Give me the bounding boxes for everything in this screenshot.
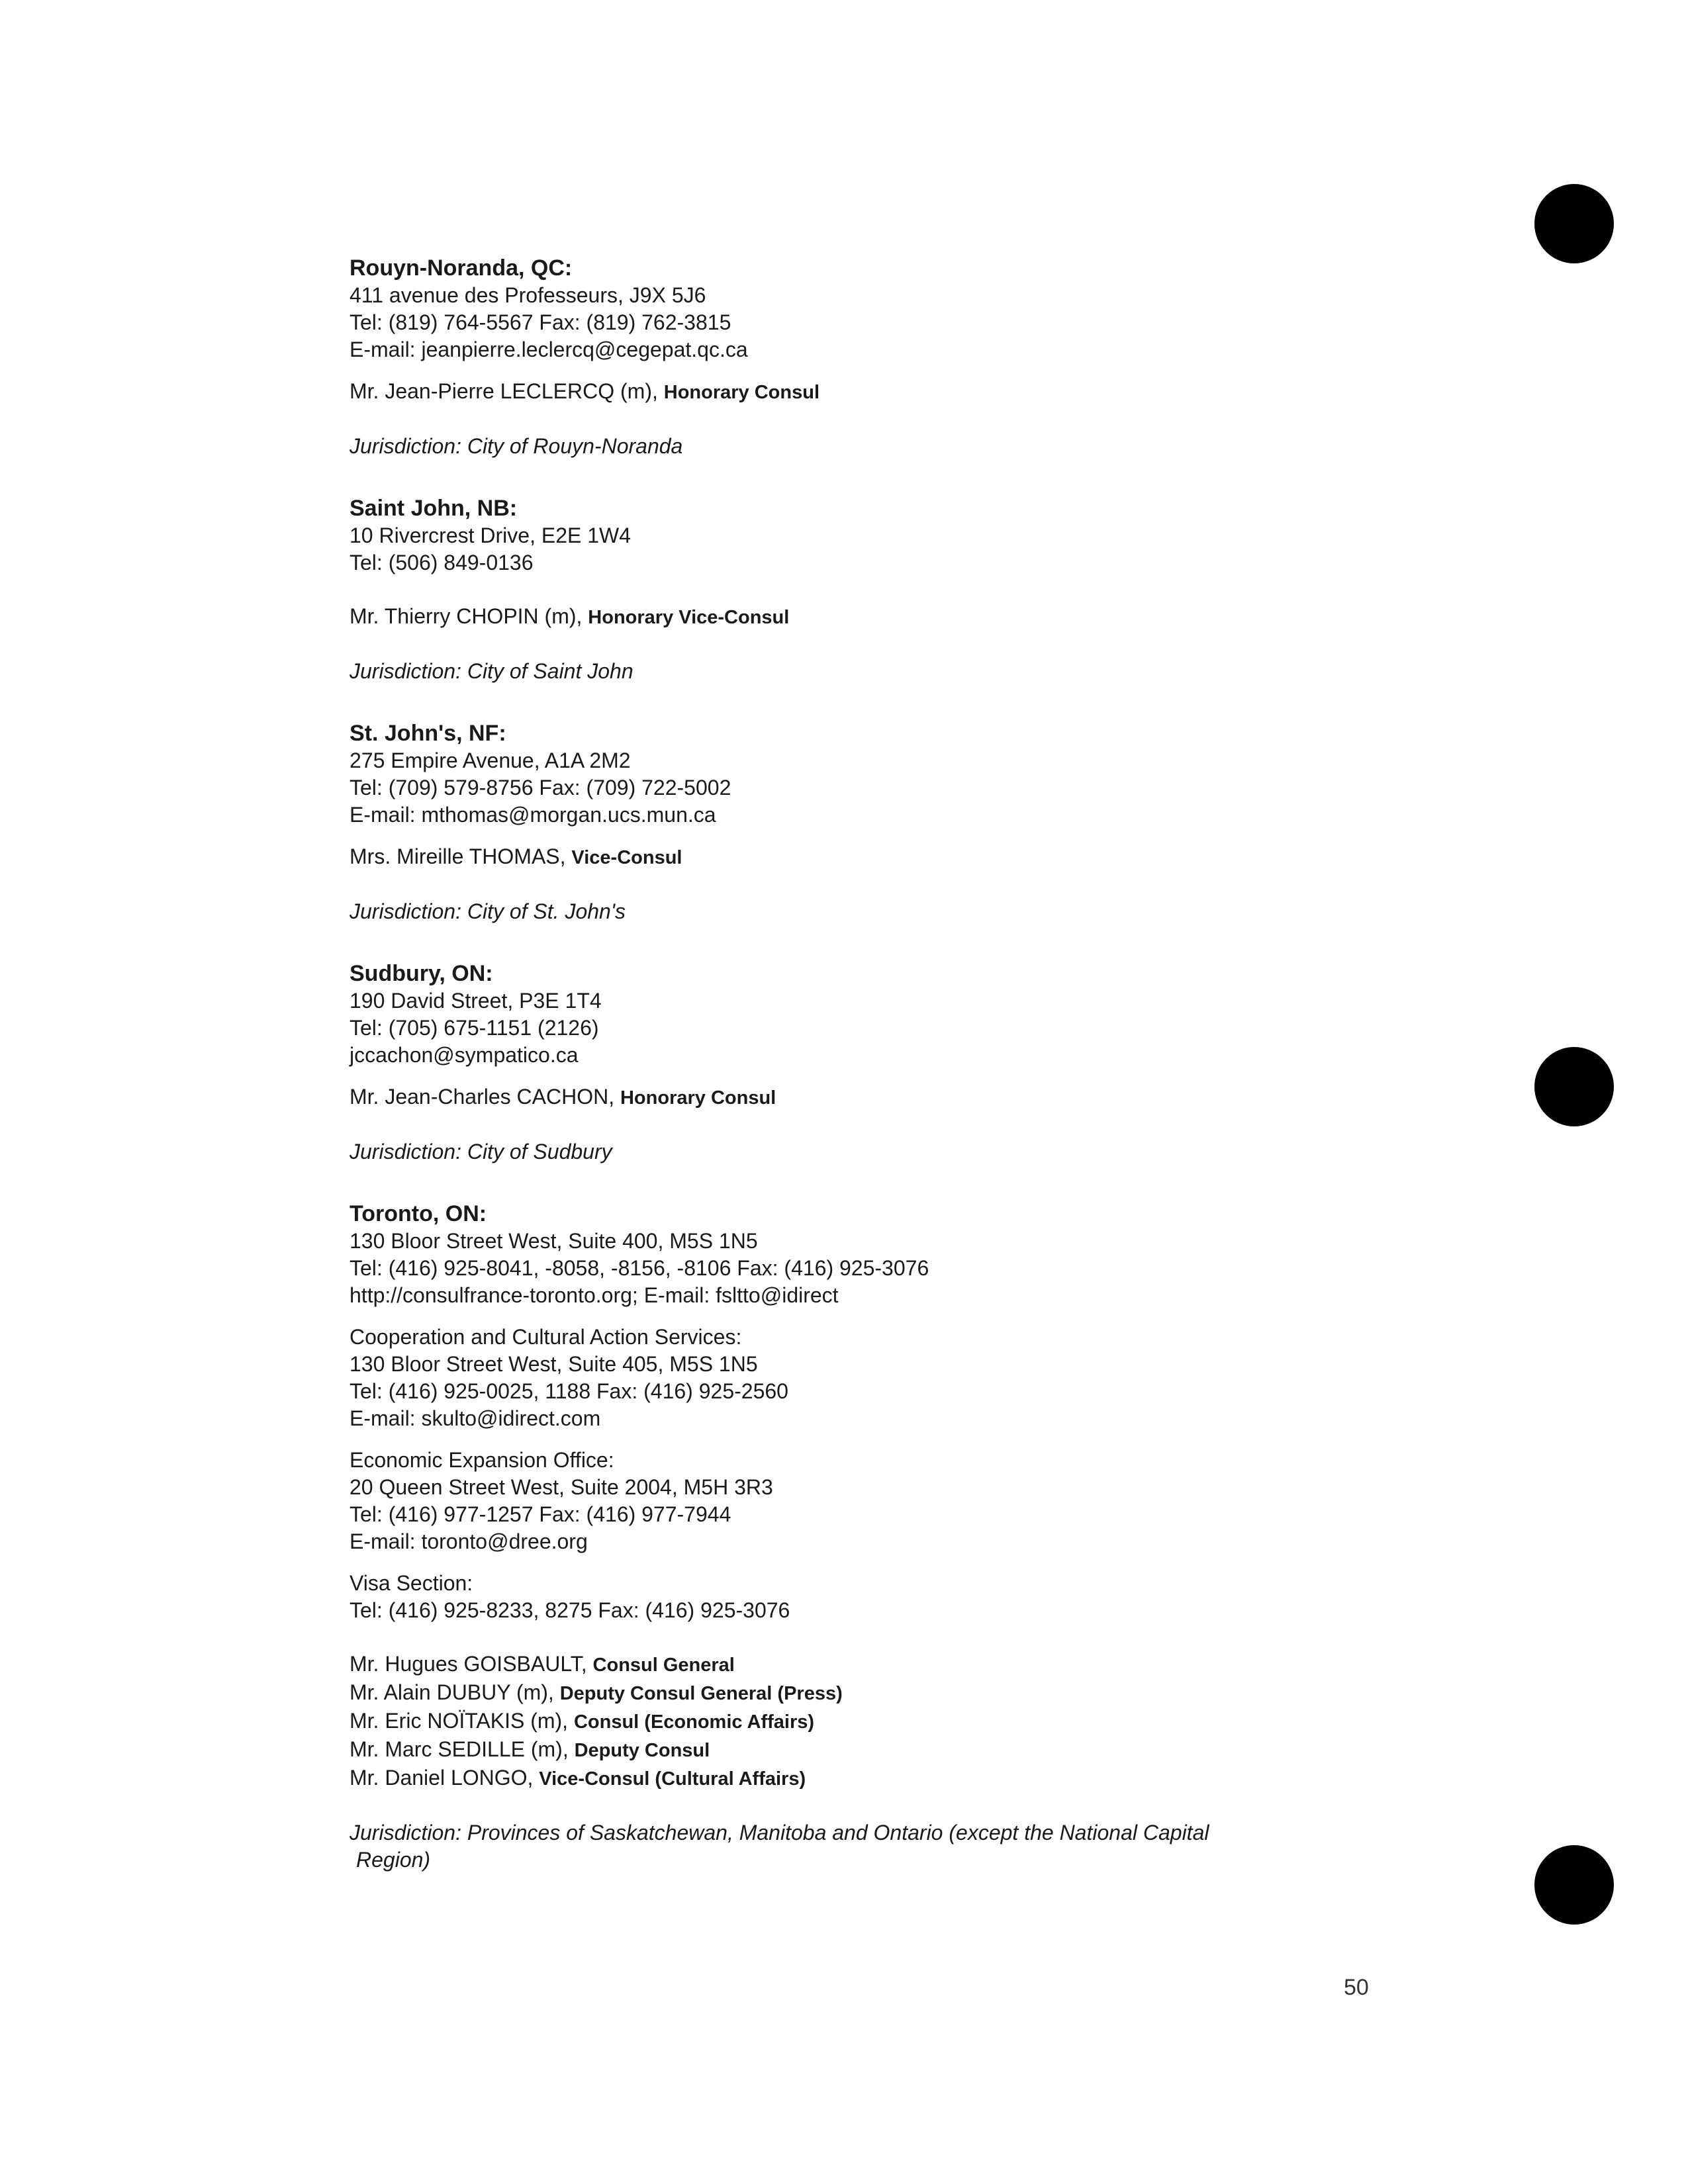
section-label: Visa Section: (350, 1571, 473, 1595)
city-heading: Toronto, ON: (350, 1201, 487, 1226)
binder-hole (1534, 1845, 1614, 1925)
email: E-mail: jeanpierre.leclercq@cegepat.qc.ca (350, 338, 748, 361)
entry-toronto (350, 1200, 1382, 1874)
officer-name: Mr. Jean-Charles CACHON, (350, 1085, 620, 1109)
officer (350, 1651, 1382, 1679)
email: E-mail: mthomas@morgan.ucs.mun.ca (350, 803, 716, 827)
city-heading: Saint John, NB: (350, 496, 518, 521)
visa-section (350, 1570, 1382, 1624)
officer-name: Mrs. Mireille THOMAS, (350, 844, 572, 868)
binder-hole (1534, 184, 1614, 263)
cooperation-services (350, 1324, 1382, 1432)
address: 130 Bloor Street West, Suite 400, M5S 1N5 (350, 1229, 758, 1253)
officer-title: Vice-Consul (Cultural Affairs) (539, 1768, 806, 1790)
officer-name: Mr. Daniel LONGO, (350, 1766, 539, 1790)
address: 10 Rivercrest Drive, E2E 1W4 (350, 523, 632, 547)
telephone: Tel: (416) 925-8233, 8275 Fax: (416) 925-3076 (350, 1598, 790, 1622)
website-email: http://consulfrance-toronto.org; E-mail: fsltto@idirect (350, 1283, 839, 1307)
entry-sudbury (350, 960, 1382, 1165)
jurisdiction: Jurisdiction: City of St. John's (350, 899, 626, 923)
page-number: 50 (1344, 1975, 1369, 2000)
officer (350, 1736, 1382, 1764)
officer-name: Mr. Hugues GOISBAULT, (350, 1652, 593, 1676)
address: 130 Bloor Street West, Suite 405, M5S 1N5 (350, 1352, 758, 1376)
officer-name: Mr. Marc SEDILLE (m), (350, 1737, 575, 1761)
officer (350, 1083, 1382, 1112)
telephone: Tel: (819) 764-5567 Fax: (819) 762-3815 (350, 310, 731, 334)
officer (350, 843, 1382, 872)
jurisdiction-line: Region) (356, 1848, 431, 1872)
section-label: Economic Expansion Office: (350, 1448, 614, 1472)
entry-st-johns (350, 719, 1382, 925)
telephone: Tel: (416) 925-8041, -8058, -8156, -8106 Fax: (416) 925-3076 (350, 1256, 929, 1280)
binder-hole (1534, 1047, 1614, 1126)
address: 275 Empire Avenue, A1A 2M2 (350, 749, 631, 772)
entry-rouyn-noranda (350, 254, 1382, 460)
economic-expansion-office (350, 1447, 1382, 1555)
address: 20 Queen Street West, Suite 2004, M5H 3R3 (350, 1475, 773, 1499)
consulate-listing (350, 254, 1382, 1908)
telephone: Tel: (506) 849-0136 (350, 551, 534, 574)
jurisdiction: Jurisdiction: City of Rouyn-Noranda (350, 434, 683, 458)
city-heading: Sudbury, ON: (350, 961, 493, 986)
email: E-mail: toronto@dree.org (350, 1529, 588, 1553)
officer (350, 1764, 1382, 1793)
section-label: Cooperation and Cultural Action Services: (350, 1325, 742, 1349)
officer (350, 603, 1382, 631)
telephone: Tel: (705) 675-1151 (2126) (350, 1016, 599, 1040)
city-heading: St. John's, NF: (350, 721, 506, 746)
officer-name: Mr. Eric NOÏTAKIS (m), (350, 1709, 574, 1733)
jurisdiction: Jurisdiction: City of Sudbury (350, 1140, 612, 1163)
officer-name: Mr. Jean-Pierre LECLERCQ (m), (350, 379, 664, 403)
officer-title: Vice-Consul (571, 847, 682, 868)
officer (350, 378, 1382, 406)
email: jccachon@sympatico.ca (350, 1043, 579, 1067)
officer-title: Consul (Economic Affairs) (573, 1711, 815, 1733)
address: 190 David Street, P3E 1T4 (350, 989, 602, 1013)
entry-saint-john (350, 494, 1382, 685)
address: 411 avenue des Professeurs, J9X 5J6 (350, 283, 706, 307)
telephone: Tel: (709) 579-8756 Fax: (709) 722-5002 (350, 776, 731, 799)
officer-title: Consul General (592, 1655, 735, 1676)
jurisdiction-line: Jurisdiction: Provinces of Saskatchewan, Manitoba and Ontario (except the National Capital (350, 1821, 1209, 1844)
officer-title: Deputy Consul (574, 1740, 710, 1761)
jurisdiction: Jurisdiction: City of Saint John (350, 659, 633, 683)
officer-title: Honorary Consul (620, 1087, 776, 1109)
officer-name: Mr. Thierry CHOPIN (m), (350, 604, 588, 628)
telephone: Tel: (416) 925-0025, 1188 Fax: (416) 925-2560 (350, 1379, 788, 1403)
jurisdiction (350, 1819, 1382, 1874)
officer (350, 1707, 1382, 1736)
officer-title: Honorary Consul (663, 382, 820, 403)
officer-list (350, 1651, 1382, 1793)
officer-name: Mr. Alain DUBUY (m), (350, 1680, 560, 1704)
officer-title: Honorary Vice-Consul (588, 607, 790, 628)
email: E-mail: skulto@idirect.com (350, 1406, 601, 1430)
officer (350, 1679, 1382, 1707)
officer-title: Deputy Consul General (Press) (559, 1683, 843, 1704)
telephone: Tel: (416) 977-1257 Fax: (416) 977-7944 (350, 1502, 731, 1526)
city-heading: Rouyn-Noranda, QC: (350, 255, 573, 281)
